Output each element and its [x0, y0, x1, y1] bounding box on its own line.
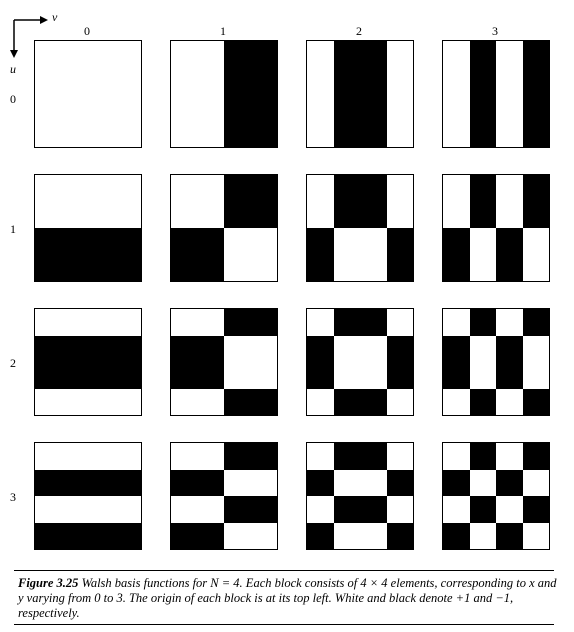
basis-cell [334, 362, 361, 389]
basis-cell [307, 309, 334, 336]
basis-cell [387, 336, 414, 363]
basis-cell [35, 175, 62, 202]
basis-cell [198, 309, 225, 336]
basis-cell [251, 121, 278, 148]
basis-cell [224, 121, 251, 148]
column-label-1: 1 [220, 24, 226, 38]
basis-cell [35, 121, 62, 148]
basis-cell [198, 362, 225, 389]
basis-block-u2-v2 [306, 308, 414, 416]
basis-cell [251, 175, 278, 202]
basis-cell [307, 94, 334, 121]
basis-cell [307, 121, 334, 148]
basis-cell [523, 41, 550, 68]
basis-cell [88, 470, 115, 497]
row-label-3: 3 [10, 490, 16, 504]
basis-cell [470, 523, 497, 550]
basis-cell [115, 362, 142, 389]
caption-text: Walsh basis functions for N = 4. Each block consists of 4 × 4 elements, corresponding to x and y varying from 0 to 3. The origin of each block is at its top left. White and black denote +1 and −1, respectively. [18, 576, 557, 620]
basis-cell [443, 68, 470, 95]
v-axis-label: v [52, 10, 58, 24]
basis-cell [88, 496, 115, 523]
basis-cell [62, 228, 89, 255]
basis-cell [443, 94, 470, 121]
basis-cell [88, 228, 115, 255]
basis-cell [496, 202, 523, 229]
basis-block-u2-v1 [170, 308, 278, 416]
basis-cell [496, 443, 523, 470]
basis-cell [251, 309, 278, 336]
basis-cell [35, 389, 62, 416]
basis-cell [62, 255, 89, 282]
basis-cell [360, 523, 387, 550]
basis-cell [35, 94, 62, 121]
basis-cell [115, 202, 142, 229]
basis-cell [470, 175, 497, 202]
basis-cell [360, 470, 387, 497]
basis-cell [496, 255, 523, 282]
row-label-2: 2 [10, 356, 16, 370]
basis-cell [198, 175, 225, 202]
basis-cell [443, 336, 470, 363]
basis-cell [387, 496, 414, 523]
basis-cell [307, 362, 334, 389]
basis-cell [224, 94, 251, 121]
basis-cell [171, 523, 198, 550]
basis-cell [307, 228, 334, 255]
basis-cell [35, 523, 62, 550]
basis-cell [496, 41, 523, 68]
basis-cell [88, 94, 115, 121]
basis-cell [334, 470, 361, 497]
basis-cell [523, 523, 550, 550]
basis-cell [387, 68, 414, 95]
basis-cell [360, 336, 387, 363]
basis-cell [171, 309, 198, 336]
basis-cell [307, 523, 334, 550]
basis-cell [115, 228, 142, 255]
basis-cell [198, 443, 225, 470]
basis-cell [115, 470, 142, 497]
basis-cell [470, 68, 497, 95]
basis-cell [360, 41, 387, 68]
basis-cell [360, 496, 387, 523]
basis-cell [443, 175, 470, 202]
basis-cell [443, 470, 470, 497]
basis-cell [523, 496, 550, 523]
basis-cell [523, 362, 550, 389]
basis-cell [523, 255, 550, 282]
basis-cell [443, 523, 470, 550]
basis-cell [171, 362, 198, 389]
basis-cell [62, 389, 89, 416]
basis-cell [307, 255, 334, 282]
figure-caption [18, 576, 558, 621]
basis-cell [251, 68, 278, 95]
basis-cell [470, 443, 497, 470]
basis-cell [334, 41, 361, 68]
basis-cell [88, 202, 115, 229]
basis-cell [224, 228, 251, 255]
column-label-0: 0 [84, 24, 90, 38]
basis-cell [496, 362, 523, 389]
basis-cell [387, 175, 414, 202]
basis-cell [496, 94, 523, 121]
basis-cell [360, 228, 387, 255]
basis-cell [62, 496, 89, 523]
basis-cell [443, 496, 470, 523]
basis-cell [88, 523, 115, 550]
basis-cell [88, 175, 115, 202]
basis-cell [443, 309, 470, 336]
row-label-0: 0 [10, 92, 16, 106]
basis-cell [88, 336, 115, 363]
basis-cell [88, 443, 115, 470]
basis-cell [307, 470, 334, 497]
basis-cell [387, 362, 414, 389]
basis-cell [198, 255, 225, 282]
basis-cell [387, 228, 414, 255]
basis-cell [35, 443, 62, 470]
basis-cell [171, 202, 198, 229]
basis-cell [35, 255, 62, 282]
basis-cell [360, 175, 387, 202]
basis-cell [88, 389, 115, 416]
basis-cell [198, 94, 225, 121]
basis-cell [470, 470, 497, 497]
basis-cell [171, 470, 198, 497]
basis-block-u1-v2 [306, 174, 414, 282]
basis-cell [387, 121, 414, 148]
basis-cell [171, 41, 198, 68]
basis-cell [470, 41, 497, 68]
basis-cell [251, 496, 278, 523]
basis-cell [251, 41, 278, 68]
basis-cell [224, 255, 251, 282]
basis-block-u0-v2 [306, 40, 414, 148]
basis-cell [224, 496, 251, 523]
basis-cell [171, 336, 198, 363]
basis-cell [88, 255, 115, 282]
basis-cell [443, 443, 470, 470]
basis-cell [496, 336, 523, 363]
basis-cell [62, 202, 89, 229]
basis-cell [62, 470, 89, 497]
basis-cell [115, 443, 142, 470]
basis-cell [62, 362, 89, 389]
basis-cell [470, 202, 497, 229]
basis-cell [334, 121, 361, 148]
basis-cell [496, 496, 523, 523]
basis-block-u1-v3 [442, 174, 550, 282]
basis-block-u3-v2 [306, 442, 414, 550]
basis-cell [334, 228, 361, 255]
basis-cell [115, 68, 142, 95]
basis-cell [198, 470, 225, 497]
figure-label: Figure 3.25 [18, 576, 79, 590]
basis-block-u1-v1 [170, 174, 278, 282]
basis-cell [35, 470, 62, 497]
column-label-2: 2 [356, 24, 362, 38]
basis-cell [35, 202, 62, 229]
basis-cell [35, 336, 62, 363]
basis-cell [334, 202, 361, 229]
basis-cell [251, 443, 278, 470]
basis-cell [470, 362, 497, 389]
basis-block-u2-v3 [442, 308, 550, 416]
basis-cell [334, 309, 361, 336]
basis-cell [198, 496, 225, 523]
basis-cell [387, 470, 414, 497]
basis-cell [35, 68, 62, 95]
basis-cell [496, 389, 523, 416]
basis-cell [307, 336, 334, 363]
basis-cell [198, 336, 225, 363]
column-label-3: 3 [492, 24, 498, 38]
basis-cell [35, 228, 62, 255]
basis-cell [496, 121, 523, 148]
basis-cell [360, 443, 387, 470]
basis-cell [115, 336, 142, 363]
basis-cell [251, 228, 278, 255]
basis-cell [334, 496, 361, 523]
basis-cell [62, 68, 89, 95]
basis-cell [307, 389, 334, 416]
basis-cell [470, 496, 497, 523]
basis-cell [443, 202, 470, 229]
basis-cell [171, 255, 198, 282]
basis-cell [443, 389, 470, 416]
basis-cell [523, 202, 550, 229]
basis-cell [224, 389, 251, 416]
basis-cell [387, 523, 414, 550]
basis-cell [307, 202, 334, 229]
basis-cell [224, 470, 251, 497]
basis-cell [62, 175, 89, 202]
basis-block-u0-v3 [442, 40, 550, 148]
basis-cell [523, 389, 550, 416]
basis-cell [443, 362, 470, 389]
basis-cell [523, 175, 550, 202]
basis-block-u3-v1 [170, 442, 278, 550]
basis-cell [443, 121, 470, 148]
basis-cell [62, 309, 89, 336]
basis-cell [470, 121, 497, 148]
basis-cell [496, 523, 523, 550]
basis-cell [523, 309, 550, 336]
basis-block-u3-v3 [442, 442, 550, 550]
basis-cell [198, 523, 225, 550]
basis-cell [198, 121, 225, 148]
basis-cell [251, 94, 278, 121]
basis-cell [198, 202, 225, 229]
basis-cell [224, 175, 251, 202]
basis-cell [115, 121, 142, 148]
basis-cell [171, 175, 198, 202]
basis-cell [523, 470, 550, 497]
basis-cell [62, 94, 89, 121]
basis-cell [224, 309, 251, 336]
basis-cell [470, 255, 497, 282]
basis-cell [334, 94, 361, 121]
basis-cell [334, 175, 361, 202]
basis-cell [360, 121, 387, 148]
basis-cell [334, 443, 361, 470]
basis-cell [334, 523, 361, 550]
basis-cell [523, 336, 550, 363]
basis-cell [171, 94, 198, 121]
basis-cell [224, 443, 251, 470]
basis-cell [496, 470, 523, 497]
basis-cell [360, 255, 387, 282]
basis-cell [387, 443, 414, 470]
basis-cell [88, 121, 115, 148]
basis-cell [62, 443, 89, 470]
basis-cell [251, 202, 278, 229]
basis-cell [115, 175, 142, 202]
basis-cell [251, 362, 278, 389]
basis-cell [523, 443, 550, 470]
basis-cell [496, 175, 523, 202]
basis-cell [198, 228, 225, 255]
basis-cell [251, 389, 278, 416]
basis-cell [307, 41, 334, 68]
basis-cell [62, 523, 89, 550]
basis-cell [307, 68, 334, 95]
basis-cell [334, 255, 361, 282]
basis-cell [334, 389, 361, 416]
basis-cell [443, 255, 470, 282]
basis-cell [470, 336, 497, 363]
basis-cell [35, 496, 62, 523]
basis-block-u0-v0 [34, 40, 142, 148]
basis-cell [115, 389, 142, 416]
basis-cell [115, 255, 142, 282]
basis-cell [115, 523, 142, 550]
basis-cell [387, 41, 414, 68]
basis-cell [307, 496, 334, 523]
basis-cell [360, 389, 387, 416]
basis-cell [224, 523, 251, 550]
basis-cell [251, 255, 278, 282]
basis-cell [496, 228, 523, 255]
basis-block-u0-v1 [170, 40, 278, 148]
basis-cell [523, 121, 550, 148]
basis-block-u1-v0 [34, 174, 142, 282]
basis-cell [387, 202, 414, 229]
basis-cell [470, 94, 497, 121]
basis-cell [171, 443, 198, 470]
basis-cell [62, 336, 89, 363]
basis-cell [251, 523, 278, 550]
basis-cell [224, 362, 251, 389]
basis-cell [360, 202, 387, 229]
basis-cell [443, 228, 470, 255]
basis-cell [496, 68, 523, 95]
basis-cell [115, 94, 142, 121]
basis-block-u3-v0 [34, 442, 142, 550]
caption-bottom-rule [14, 624, 554, 625]
basis-cell [523, 94, 550, 121]
basis-cell [360, 362, 387, 389]
basis-cell [470, 228, 497, 255]
basis-block-u2-v0 [34, 308, 142, 416]
basis-cell [251, 470, 278, 497]
basis-cell [171, 389, 198, 416]
basis-cell [334, 68, 361, 95]
basis-cell [171, 496, 198, 523]
basis-cell [224, 202, 251, 229]
basis-cell [334, 336, 361, 363]
basis-cell [387, 94, 414, 121]
basis-cell [198, 389, 225, 416]
basis-cell [224, 68, 251, 95]
basis-cell [115, 309, 142, 336]
basis-cell [35, 41, 62, 68]
basis-cell [171, 68, 198, 95]
basis-cell [523, 228, 550, 255]
basis-cell [171, 121, 198, 148]
u-axis-label: u [10, 62, 16, 76]
basis-cell [387, 255, 414, 282]
basis-cell [171, 228, 198, 255]
basis-cell [198, 41, 225, 68]
row-label-1: 1 [10, 222, 16, 236]
basis-cell [224, 336, 251, 363]
caption-top-rule [14, 570, 554, 571]
basis-cell [523, 68, 550, 95]
basis-cell [62, 121, 89, 148]
basis-cell [88, 41, 115, 68]
basis-cell [360, 68, 387, 95]
basis-cell [115, 41, 142, 68]
basis-cell [88, 68, 115, 95]
basis-cell [224, 41, 251, 68]
basis-cell [360, 94, 387, 121]
basis-cell [470, 309, 497, 336]
basis-cell [251, 336, 278, 363]
basis-cell [35, 362, 62, 389]
basis-cell [387, 309, 414, 336]
basis-cell [35, 309, 62, 336]
basis-cell [307, 443, 334, 470]
basis-cell [88, 362, 115, 389]
basis-cell [387, 389, 414, 416]
basis-cell [443, 41, 470, 68]
basis-cell [62, 41, 89, 68]
basis-cell [198, 68, 225, 95]
basis-cell [115, 496, 142, 523]
basis-cell [470, 389, 497, 416]
basis-cell [307, 175, 334, 202]
basis-cell [496, 309, 523, 336]
basis-cell [88, 309, 115, 336]
basis-cell [360, 309, 387, 336]
